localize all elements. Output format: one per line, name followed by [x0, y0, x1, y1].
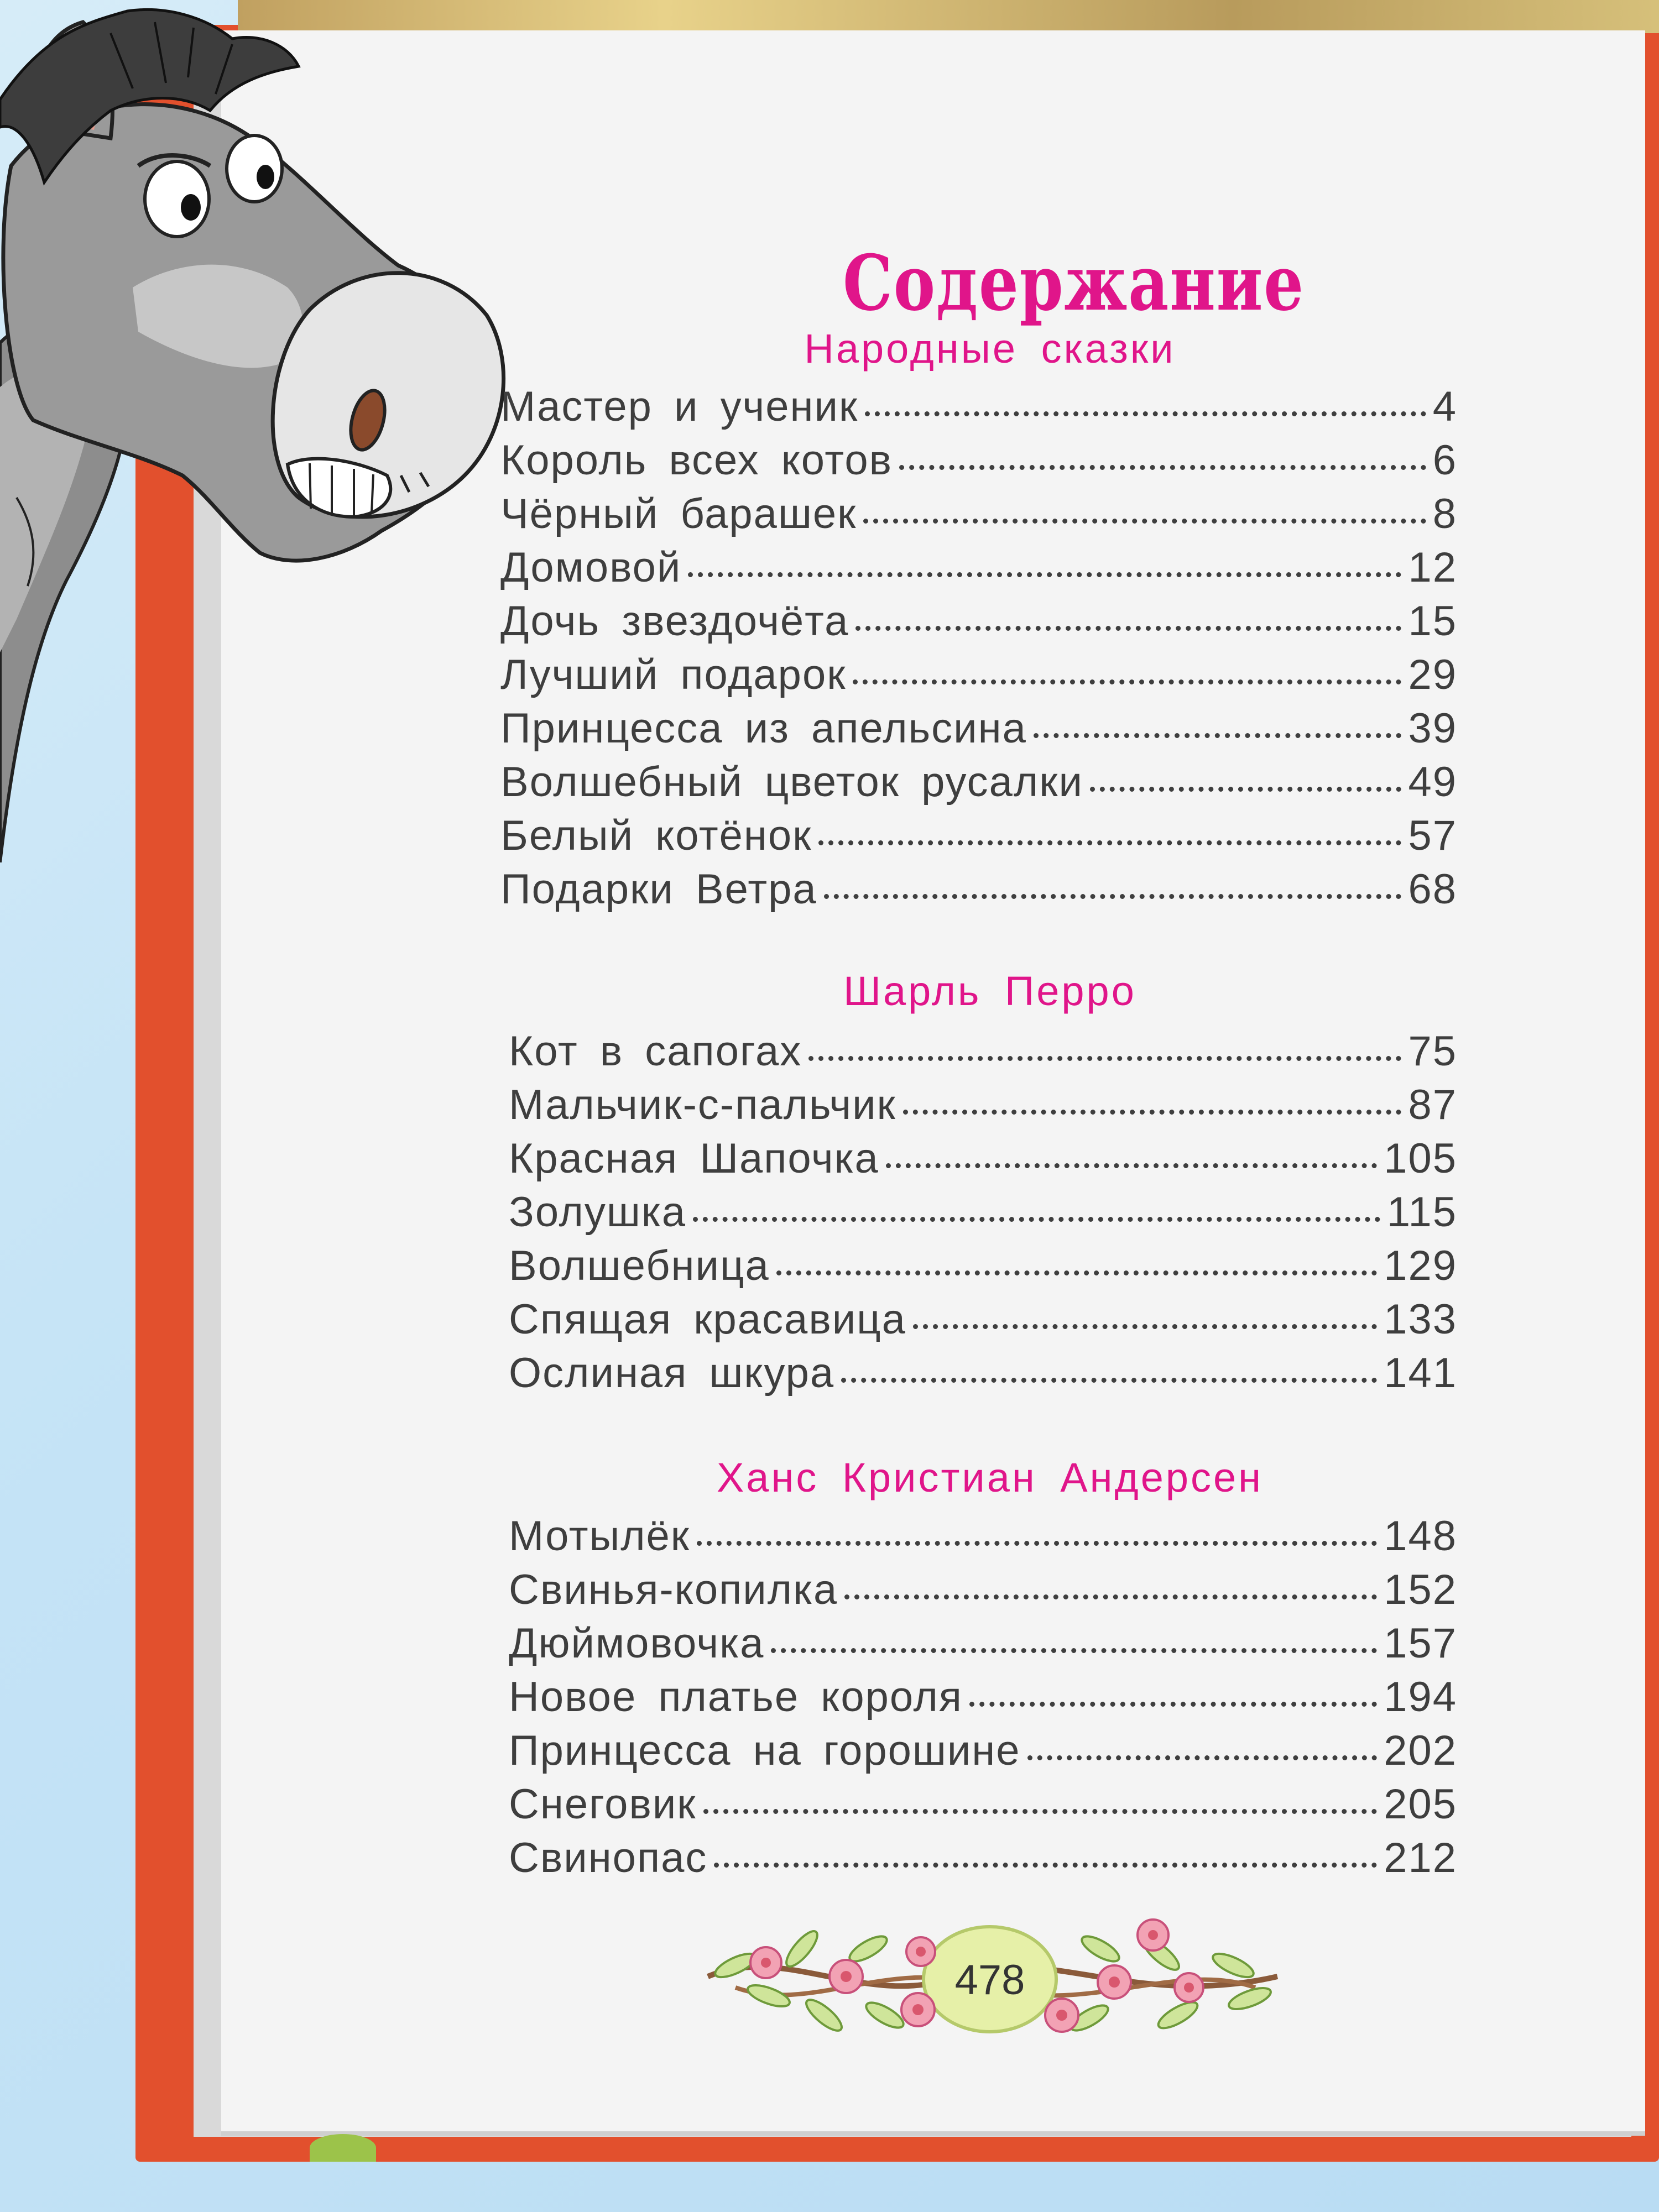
entry-page: 205 [1384, 1781, 1457, 1828]
entry-page: 212 [1384, 1834, 1457, 1881]
list-item[interactable] [500, 758, 1457, 812]
section-title-charles-perrault: Шарль Перро [843, 968, 1136, 1014]
page-title: Содержание [843, 238, 1305, 328]
entry-title: Ослиная шкура [509, 1350, 835, 1397]
entry-page: 8 [1432, 490, 1457, 537]
entry-page: 15 [1408, 598, 1457, 645]
list-item[interactable] [500, 865, 1457, 919]
dot-leader [853, 679, 1401, 684]
entry-page: 141 [1384, 1350, 1457, 1397]
entry-title: Мотылёк [509, 1513, 691, 1560]
entry-title: Золушка [509, 1189, 687, 1236]
list-item[interactable] [500, 812, 1457, 865]
list-item[interactable] [509, 1349, 1457, 1403]
entry-page: 152 [1384, 1566, 1457, 1613]
list-item[interactable] [500, 704, 1457, 758]
dot-leader [818, 840, 1401, 845]
list-item[interactable] [500, 543, 1457, 597]
entry-title: Мастер и ученик [500, 383, 859, 430]
list-item[interactable] [509, 1619, 1457, 1673]
list-item[interactable] [509, 1027, 1457, 1081]
entry-title: Новое платье короля [509, 1674, 963, 1721]
list-item[interactable] [509, 1081, 1457, 1134]
entry-title: Волшебница [509, 1242, 770, 1289]
entry-page: 129 [1384, 1242, 1457, 1289]
entry-title: Мальчик-с-пальчик [509, 1081, 896, 1128]
entry-page: 87 [1408, 1081, 1457, 1128]
entry-title: Красная Шапочка [509, 1135, 879, 1182]
dot-leader [1090, 787, 1401, 792]
donkey-illustration-icon [0, 0, 531, 862]
dot-leader [899, 465, 1426, 470]
entry-title: Принцесса из апельсина [500, 705, 1027, 752]
dot-leader [865, 411, 1426, 416]
entry-page: 105 [1384, 1135, 1457, 1182]
entry-title: Волшебный цветок русалки [500, 759, 1083, 806]
entry-title: Снеговик [509, 1781, 697, 1828]
dot-leader [808, 1056, 1401, 1061]
page-number: 478 [954, 1957, 1025, 2004]
dot-leader [903, 1110, 1402, 1115]
dot-leader [1034, 733, 1402, 738]
dot-leader [913, 1324, 1377, 1329]
dot-leader [693, 1217, 1380, 1222]
list-item[interactable] [509, 1727, 1457, 1780]
entry-page: 6 [1432, 437, 1457, 484]
list-item[interactable] [509, 1242, 1457, 1295]
list-item[interactable] [500, 490, 1457, 543]
entry-page: 75 [1408, 1028, 1457, 1075]
list-item[interactable] [509, 1188, 1457, 1242]
list-item[interactable] [500, 383, 1457, 436]
section-title-andersen: Ханс Кристиан Андерсен [716, 1455, 1264, 1500]
list-item[interactable] [509, 1834, 1457, 1887]
list-item[interactable] [500, 651, 1457, 704]
dot-leader [771, 1648, 1377, 1653]
entry-page: 39 [1408, 705, 1457, 752]
entry-page: 49 [1408, 759, 1457, 806]
dot-leader [703, 1809, 1378, 1814]
dot-leader [841, 1378, 1377, 1383]
section-title-folk-tales: Народные сказки [804, 326, 1176, 372]
list-item[interactable] [509, 1566, 1457, 1619]
page-bottom-decoration [310, 2134, 376, 2162]
entry-page: 4 [1432, 383, 1457, 430]
list-item[interactable] [509, 1295, 1457, 1349]
entry-title: Чёрный барашек [500, 490, 857, 537]
toc-list-charles-perrault [509, 1027, 1457, 1403]
entry-title: Дюймовочка [509, 1620, 765, 1667]
dot-leader [697, 1541, 1377, 1546]
entry-page: 133 [1384, 1296, 1457, 1343]
list-item[interactable] [509, 1780, 1457, 1834]
entry-page: 68 [1408, 866, 1457, 913]
dot-leader [688, 572, 1401, 577]
entry-page: 194 [1384, 1674, 1457, 1721]
list-item[interactable] [509, 1512, 1457, 1566]
dot-leader [844, 1594, 1377, 1599]
entry-title: Подарки Ветра [500, 866, 817, 913]
entry-title: Белый котёнок [500, 812, 812, 859]
entry-page: 12 [1408, 544, 1457, 591]
dot-leader [776, 1270, 1377, 1275]
toc-list-folk-tales [500, 383, 1457, 919]
dot-leader [886, 1163, 1377, 1168]
entry-title: Дочь звездочёта [500, 598, 849, 645]
entry-title: Король всех котов [500, 437, 893, 484]
entry-page: 115 [1386, 1189, 1457, 1236]
list-item[interactable] [509, 1134, 1457, 1188]
dot-leader [824, 894, 1402, 899]
entry-title: Принцесса на горошине [509, 1727, 1021, 1774]
dot-leader [969, 1702, 1377, 1707]
dot-leader [863, 519, 1426, 524]
entry-page: 202 [1384, 1727, 1457, 1774]
entry-title: Лучший подарок [500, 651, 847, 698]
entry-page: 157 [1384, 1620, 1457, 1667]
entry-title: Свинья-копилка [509, 1566, 838, 1613]
entry-title: Спящая красавица [509, 1296, 906, 1343]
entry-title: Домовой [500, 544, 682, 591]
entry-page: 148 [1384, 1513, 1457, 1560]
entry-title: Свинопас [509, 1834, 708, 1881]
dot-leader [1027, 1755, 1378, 1760]
list-item[interactable] [500, 597, 1457, 651]
list-item[interactable] [509, 1673, 1457, 1727]
list-item[interactable] [500, 436, 1457, 490]
toc-list-andersen [509, 1512, 1457, 1887]
dot-leader [714, 1863, 1377, 1868]
entry-page: 57 [1408, 812, 1457, 859]
entry-page: 29 [1408, 651, 1457, 698]
dot-leader [855, 626, 1401, 631]
entry-title: Кот в сапогах [509, 1028, 802, 1075]
